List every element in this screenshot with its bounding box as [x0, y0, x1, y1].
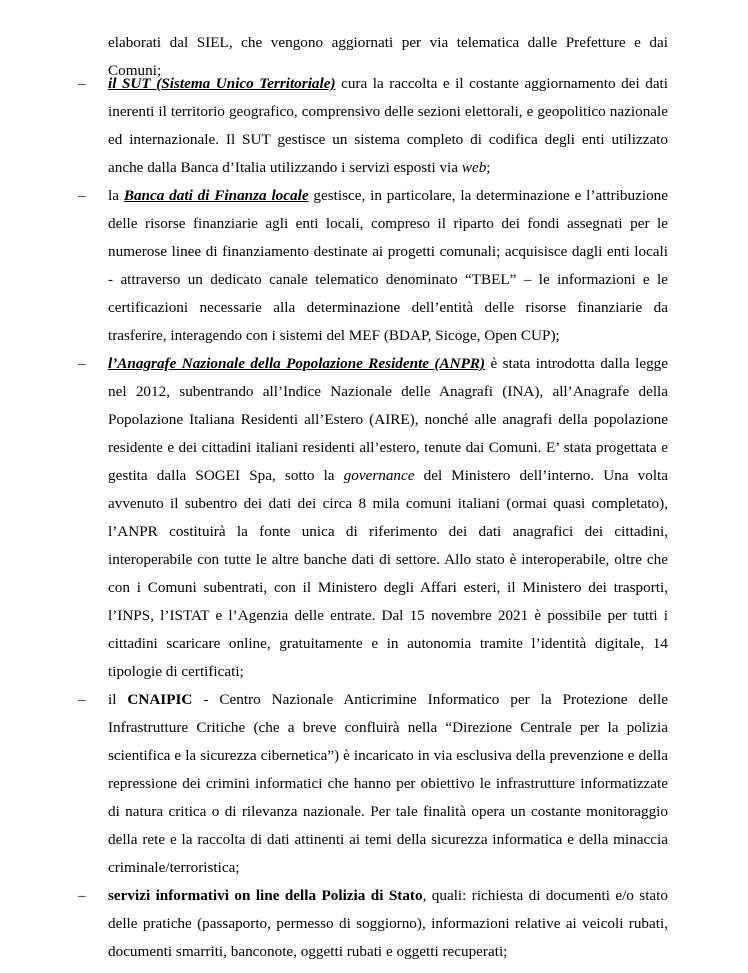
dash-bullet: – [78, 691, 86, 708]
dash-bullet: – [78, 355, 86, 372]
dash-bullet: – [78, 187, 86, 204]
item-body: è stata introdotta dalla legge nel 2012, subentrando all’Indice Nazionale delle Anagrafi (INA), all’Anagrafe della Popolazione Italiana Residenti all’Estero (AIRE), nonché alle anagrafi della popolazione residente e dei cittadini italiani residenti all’estero, tenute dai Comuni. E’ stata progettata e gestita dalla SOGEI Spa, sotto la [108, 355, 668, 484]
list-item-anpr [0, 350, 748, 686]
continuation-paragraph: elaborati dal SIEL, che vengono aggiornati per via telematica dalle Prefetture e dai Comuni; [108, 34, 668, 80]
item-tail: ; [486, 159, 491, 176]
item-lead: il [108, 691, 128, 708]
item-title-cnaipic: CNAIPIC [127, 691, 193, 708]
list-item-finanza-locale [0, 182, 748, 350]
item-body: cura la raccolta e il costante aggiornamento dei dati inerenti il territorio geografico, comprensivo delle sezioni elettorali, e geopolitico nazionale ed internazionale. Il SUT gestisce un sistema completo di codifica degli enti utilizzato anche dalla Banca d’Italia utilizzando i servizi esposti via [108, 75, 668, 176]
dash-bullet: – [78, 75, 86, 92]
list-item-text [108, 182, 668, 350]
list-item-polizia-servizi [0, 882, 748, 966]
item-title-anpr: l’Anagrafe Nazionale della Popolazione Residente (ANPR) [108, 355, 486, 372]
list-item-text [108, 350, 668, 686]
item-body: gestisce, in particolare, la determinazione e l’attribuzione delle risorse finanziarie agli enti locali, compreso il riparto dei fondi assegnati per le numerose linee di finanziamento destinate ai progetti comunali; acquisisce dagli enti locali - attraverso un dedicato canale telematico denominato “TBEL” – le informazioni e le certificazioni necessarie alla determinazione dell’entità delle risorse finanziarie da trasferire, interagendo con i sistemi del MEF (BDAP, Sicoge, Open CUP); [108, 187, 668, 344]
list-item-cnaipic [0, 686, 748, 882]
item-italic-web: web [461, 159, 487, 176]
list-item-sut [0, 70, 748, 182]
item-title-finanza-locale: Banca dati di Finanza locale [123, 187, 309, 204]
list-item-text [108, 686, 668, 882]
item-body: , quali: richiesta di documenti e/o stato delle pratiche (passaporto, permesso di soggiorno), informazioni relative ai veicoli rubati, documenti smarriti, banconote, oggetti rubati e oggetti recuperati; [108, 887, 668, 960]
list-item-text [108, 882, 668, 966]
item-title-sut: il SUT (Sistema Unico Territoriale) [108, 75, 336, 92]
dash-bullet: – [78, 887, 86, 904]
item-lead: la [108, 187, 124, 204]
item-body: - Centro Nazionale Anticrimine Informatico per la Protezione delle Infrastrutture Critiche (che a breve confluirà nella “Direzione Centrale per la polizia scientifica e la sicurezza cibernetica”) è incaricato in via esclusiva della prevenzione e della repressione dei crimini informatici che hanno per obiettivo le infrastrutture informatizzate di natura critica o di rilevanza nazionale. Per tale finalità opera un costante monitoraggio della rete e la raccolta di dati attinenti ai temi della sicurezza informatica e della minaccia criminale/terroristica; [108, 691, 668, 876]
item-tail: del Ministero dell’interno. Una volta avvenuto il subentro dei dati dei circa 8 mila comuni italiani (ormai quasi completato), l’ANPR costituirà la fonte unica di riferimento dei dati anagrafici dei cittadini, interoperabile con tutte le altre banche dati di settore. Allo stato è interoperabile, oltre che con i Comuni subentrati, con il Ministero degli Affari esteri, il Ministero dei trasporti, l’INPS, l’ISTAT e l’Agenzia delle entrate. Dal 15 novembre 2021 è possibile per tutti i cittadini scaricare online, gratuitamente e in autonomia tramite l’identità digitale, 14 tipologie di certificati; [108, 467, 669, 680]
list-item-text [108, 70, 668, 182]
bullet-list [0, 70, 748, 966]
item-title-polizia: servizi informativi on line della Polizia di Stato [108, 887, 423, 904]
item-italic-governance: governance [343, 467, 415, 484]
